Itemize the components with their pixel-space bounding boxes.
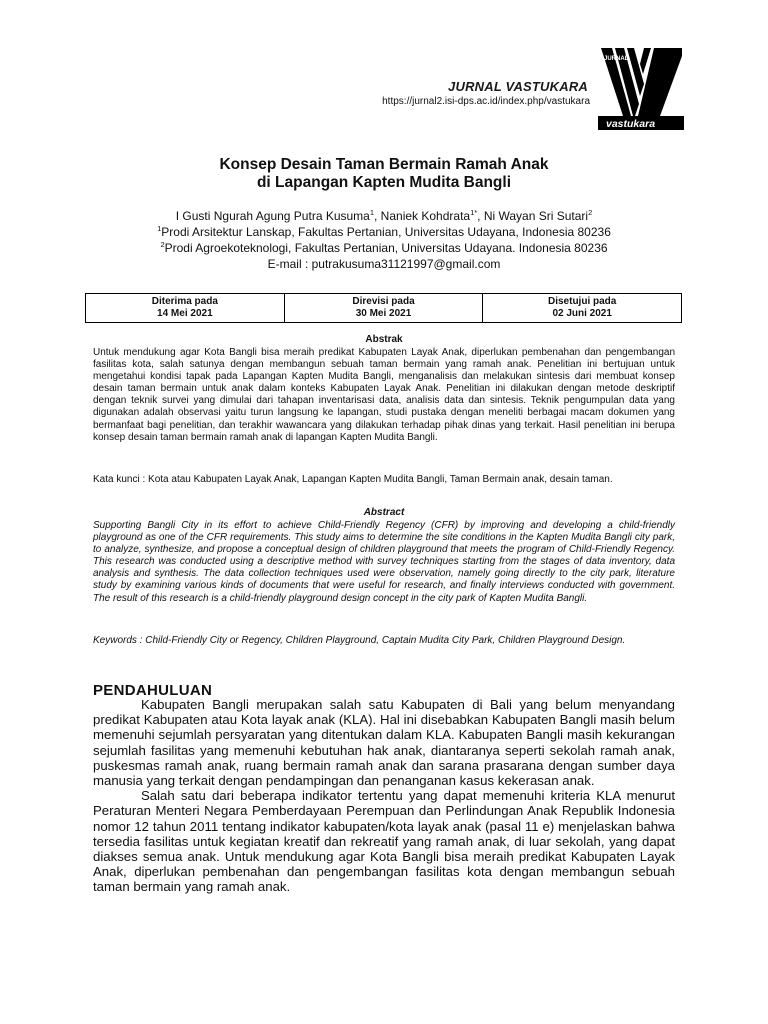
author-2: , Naniek Kohdrata — [374, 209, 471, 223]
abstrak-keywords: Kata kunci : Kota atau Kabupaten Layak Anak, Lapangan Kapten Mudita Bangli, Taman Bermain anak, desain taman. — [93, 474, 613, 485]
affiliation-2-text: Prodi Agroekoteknologi, Fakultas Pertanian, Universitas Udayana. Indonesia 80236 — [164, 241, 608, 255]
intro-body — [93, 697, 675, 895]
logo-text-bottom: vastukara — [606, 118, 656, 130]
date-revised — [284, 294, 483, 322]
date-accepted-value: 02 Juni 2021 — [552, 308, 612, 319]
date-accepted-label: Disetujui pada — [548, 296, 617, 307]
intro-paragraph-2: Salah satu dari beberapa indikator tertentu yang dapat memenuhi kriteria KLA menurut Peraturan Menteri Negara Pemberdayaan Perempuan dan Perlindungan Anak Republik Indonesia nomor 12 tahun 2011 tentang indikator kabupaten/kota layak anak (pasal 11 e) menjelaskan bahwa tersedia fasilitas untuk kegiatan kreatif dan rekreatif yang ramah anak, di luar sekolah, yang dapat diakses semua anak. Untuk mendukung agar Kota Bangli bisa meraih predikat Kabupaten Layak Anak, diperlukan pembenahan dan pengembangan fasilitas kota dengan membangun sebuah taman bermain yang ramah anak. — [93, 788, 675, 895]
affiliation-1-sup: 1 — [157, 224, 162, 233]
date-received-value: 14 Mei 2021 — [157, 308, 213, 319]
logo-text-top: JURNAL — [604, 56, 629, 62]
affiliation-2 — [0, 240, 768, 256]
affiliation-2-sup: 2 — [160, 240, 165, 249]
abstrak-heading: Abstrak — [365, 334, 403, 345]
author-1: I Gusti Ngurah Agung Putra Kusuma — [175, 209, 370, 223]
abstract-keywords: Keywords : Child-Friendly City or Regency, Children Playground, Captain Mudita City Park, Children Playground Design. — [93, 635, 626, 646]
date-accepted — [482, 294, 681, 322]
abstrak-text: Untuk mendukung agar Kota Bangli bisa meraih predikat Kabupaten Layak Anak, diperlukan pembenahan dan pengembangan fasilitas kota, salah satunya dengan membangun sebuah taman bermain yang ramah anak. Penelitian ini bertujuan untuk mengetahui kondisi tapak pada Lapangan Kapten Mudita Bangli, menganalisis dan melakukan sintesis dari membuat konsep desain taman bermain untuk anak dalam konteks Kabupaten Layak Anak. Penelitian ini dilakukan dengan metode deskriptif dengan teknik survei yang dimulai dari tahapan inventarisasi data, analisis data dan sintesis. Teknik pengumpulan data yang digunakan adalah observasi yaitu turun langsung ke lapangan, studi pustaka dengan meneliti berbagai macam dokumen yang bermanfaat bagi penelitian, dan terakhir wawancara yang dilakukan terhadap pihak dinas yang terkait. Hasil penelitian ini berupa konsep desain taman bermain ramah anak di lapangan Kapten Mudita Bangli. — [93, 347, 675, 443]
journal-name: JURNAL VASTUKARA — [448, 79, 588, 94]
abstract-text: Supporting Bangli City in its effort to achieve Child-Friendly Regency (CFR) by improving and developing a child-friendly playground as one of the CFR requirements. This study aims to determine the site conditions in the Kapten Mudita Bangli city park, to analyze, synthesize, and propose a conceptual design of children playground that meets the program of Child-Friendly Regency. This research was conducted using a descriptive method with survey techniques starting from the stages of data inventory, data analysis and synthesis. The data collection techniques used were observation, namely going directly to the city park, literature study by examining various kinds of documents that were useful for research, and finally interviews conducted with government. The result of this research is a child-friendly playground design concept in the city park of Kapten Mudita Bangli. — [93, 520, 675, 604]
abstract-heading: Abstract — [363, 507, 405, 518]
author-3-sup: 2 — [588, 208, 593, 217]
title-line-2: di Lapangan Kapten Mudita Bangli — [256, 174, 512, 191]
paper-title — [0, 156, 768, 192]
author-email: E-mail : putrakusuma31121997@gmail.com — [267, 257, 501, 271]
affiliation-1-text: Prodi Arsitektur Lanskap, Fakultas Pertanian, Universitas Udayana, Indonesia 80236 — [161, 225, 611, 239]
date-received-label: Diterima pada — [151, 296, 218, 307]
date-revised-label: Direvisi pada — [352, 296, 415, 307]
journal-url[interactable]: https://jurnal2.isi-dps.ac.id/index.php/vastukara — [382, 96, 590, 107]
date-revised-value: 30 Mei 2021 — [355, 308, 412, 319]
intro-paragraph-1: Kabupaten Bangli merupakan salah satu Kabupaten di Bali yang belum menyandang predikat Kabupaten atau Kota layak anak (KLA). Hal ini disebabkan Kabupaten Bangli masih belum memenuhi sejumlah persyaratan yang ditentukan dalam KLA. Kabupaten Bangli masih kekurangan sejumlah fasilitas yang memenuhi kebutuhan hak anak, diantaranya seperti sekolah ramah anak, puskesmas ramah anak, ruang bermain ramah anak dan sarana prasarana dengan sumber daya manusia yang terkait dengan pendampingan dan penanganan kasus kekerasan anak. — [93, 697, 675, 789]
title-line-1: Konsep Desain Taman Bermain Ramah Anak — [219, 156, 549, 173]
author-2-sup: 1* — [470, 208, 478, 217]
section-heading-pendahuluan: PENDAHULUAN — [93, 682, 213, 699]
date-received — [86, 294, 284, 322]
author-line — [0, 208, 768, 224]
affiliation-1 — [0, 224, 768, 240]
dates-table — [85, 293, 682, 323]
author-3: , Ni Wayan Sri Sutari — [477, 209, 589, 223]
authors-block — [0, 208, 768, 272]
author-1-sup: 1 — [369, 208, 375, 217]
journal-logo — [598, 44, 684, 130]
